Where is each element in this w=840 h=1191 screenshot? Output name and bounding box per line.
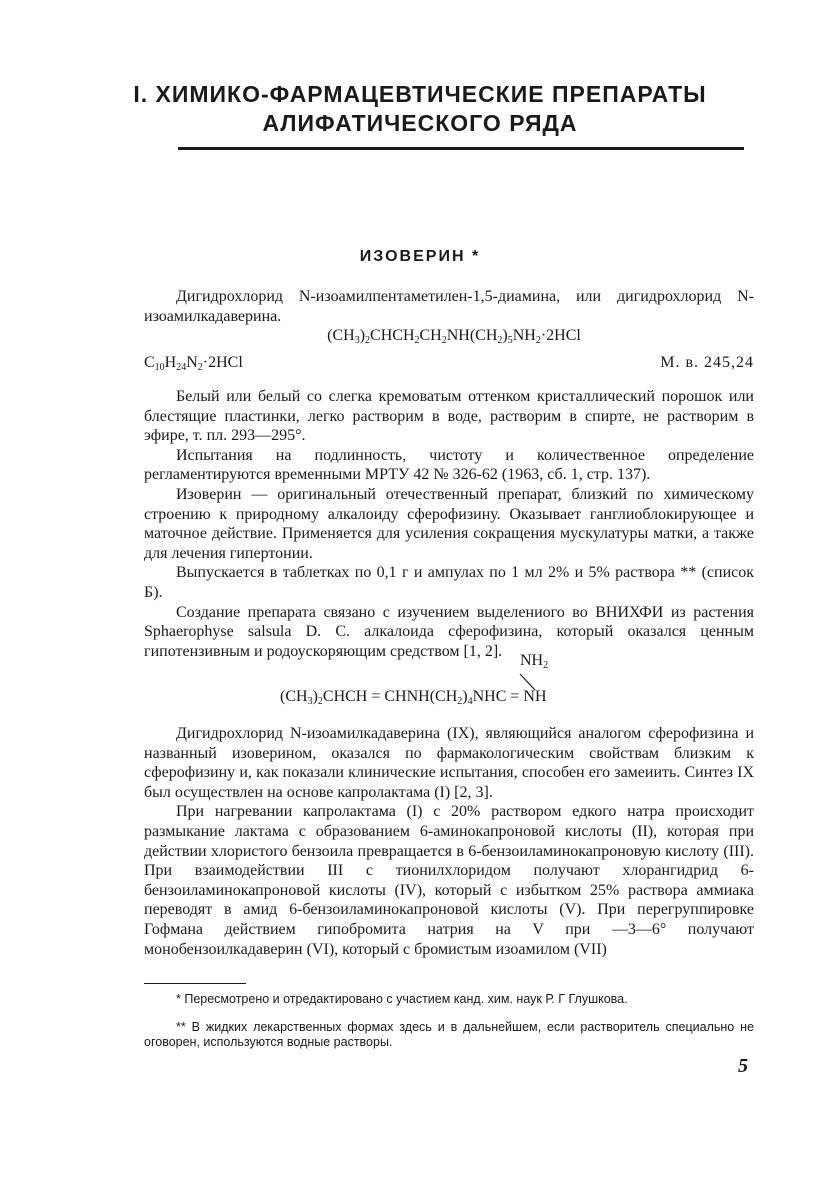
paragraph-synthesis: При нагревании капролактама (I) с 20% раствором едкого натра происходит размыкание лактама с образованием 6-аминокапроновой кислоты (II), которая при действии хлористого бензоила превращается в 6-бензоиламинокапроновую кислоту (III). При взаимодействии III с тионилхлоридом получают хлорангидрид 6-бензоиламинокапроновой кислоты (IV), который с избытком 25% раствора аммиака переводят в амид 6-бензоиламинокапроновой кислоты (V). При перегруппировке Гофмана действием гипобромита натрия на V при —3—6° получают монобензоилкадаверин (VI), который с бромистым изоамилом (VII) (144, 803, 754, 958)
molecular-weight: М. в. 245,24 (660, 354, 754, 371)
chapter-title-line-1: I. ХИМИКО-ФАРМАЦЕВТИЧЕСКИЕ ПРЕПАРАТЫ (133, 81, 707, 107)
paragraph-description: Белый или белый со слегка кремоватым оттенком кристаллический порошок или блестящие пластинки, легко растворим в воде, растворим в спирте, не растворим в эфире, т. пл. 293—295°. (144, 388, 754, 445)
molecular-formula: $C_{10}H_{24}N_2\cdot 2HCl$ (144, 354, 243, 373)
footnote-1: * Пересмотрено и отредактировано с участием канд. хим. наук Р. Г Глушкова. (176, 992, 628, 1006)
footnote-2: ** В жидких лекарственных формах здесь и в дальнейшем, если растворитель специально не оговорен, используются водные растворы. (144, 1020, 754, 1049)
structural-formula: $(CH_3)_2CHCH_2CH_2NH(CH_2)_5NH_2\cdot 2HCl$ (327, 327, 581, 346)
intro-block (144, 287, 754, 326)
paragraph-origin: Создание препарата связано с изучением выделениого во ВНИХФИ из растения Sphaerophyse salsula D. C. алкалоида сферофизина, который оказался ценным гипотензивным и родоускоряющим средством [1, 2]. (144, 603, 754, 660)
formula-main-chain: $(CH_3)_2CHCH$ = $CHNH(CH_2)_4NHC$ = NH (280, 688, 547, 707)
paragraph-analog: Дигидрохлорид N-изоамилкадаверина (IX), являющийся аналогом сферофизина и названный изоверином, оказался по фармакологическим свойствам близким к сферофизину и, как показали клинические испытания, способен его замеиить. Синтез IX был осуществлен на основе капролактама (I) [2, 3]. (144, 725, 754, 801)
chapter-title-line-2: АЛИФАТИЧЕСКОГО РЯДА (262, 110, 578, 137)
paragraph-pharmacology: Изоверин — оригинальный отечественный препарат, близкий по химическому строению к природному алкалоиду сферофизину. Оказывает ганглиоблокирующее и маточное действие. Применяется для усиления сокращения мускулатуры матки, а также для лечения гипертонии. (144, 485, 754, 562)
section-title: ИЗОВЕРИН * (359, 248, 481, 265)
synthesis-block (144, 724, 754, 959)
chapter-divider (178, 147, 744, 150)
paragraph-release-form: Выпускается в таблетках по 0,1 г и ампулах по 1 мл 2% и 5% раствора ** (список Б). (144, 564, 754, 601)
description-block (144, 387, 754, 661)
chapter-title (100, 80, 740, 139)
footnote-divider (144, 983, 246, 984)
paragraph-chemical-name: Дигидрохлорид N-изоамилпентаметилен-1,5-диамина, или дигидрохлорид N-изоамилкадаверина. (144, 288, 754, 325)
page-number: 5 (738, 1055, 748, 1077)
formula-nh2-group: $NH_2$ (520, 652, 549, 671)
paragraph-testing: Испытания на подлинность, чистоту и количественное определение регламентируются временными МРТУ 42 № 326-62 (1963, сб. 1, стр. 137). (144, 446, 754, 484)
sphaerophysine-formula (280, 652, 660, 712)
